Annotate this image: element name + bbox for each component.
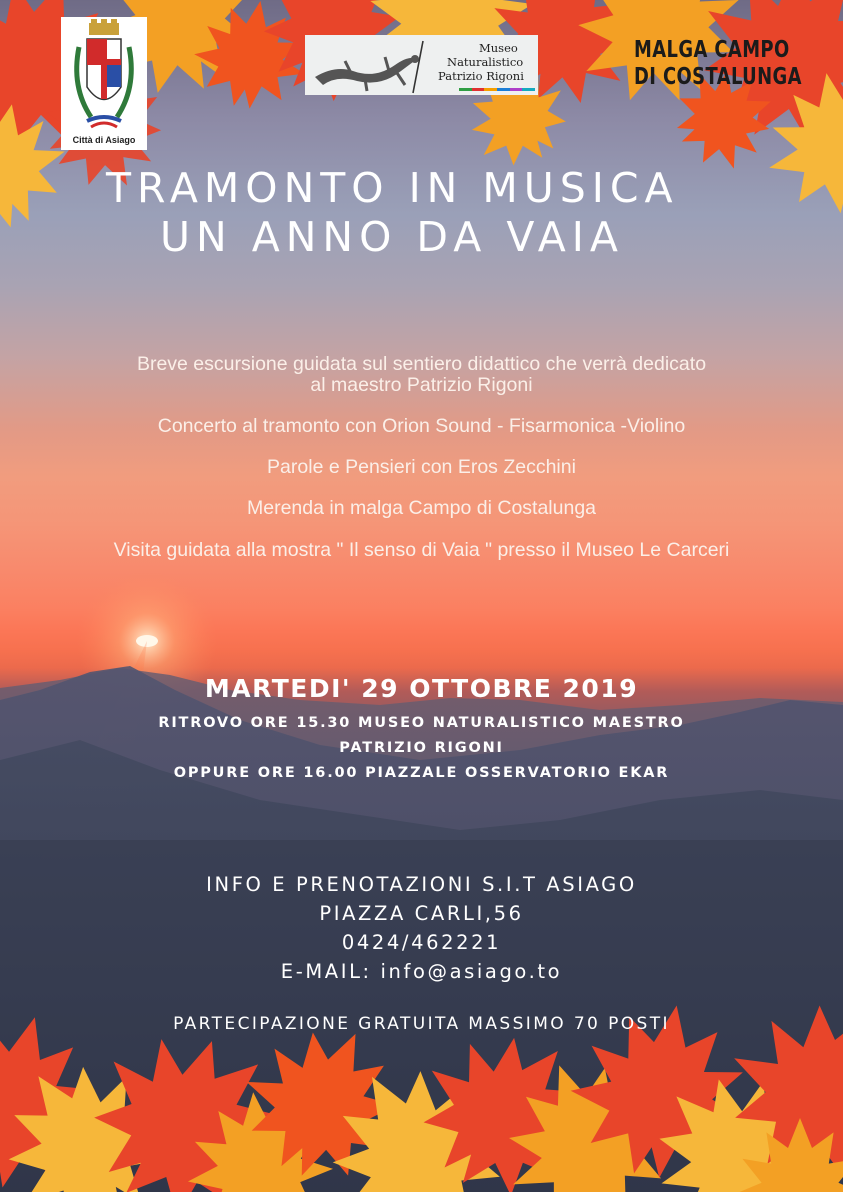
title-line-2: UN ANNO DA VAIA [160,213,624,261]
museum-name-line-1: Museo [479,41,518,55]
coat-of-arms-icon [61,17,147,135]
bottom-leaves [0,964,843,1192]
event-date: MARTEDI' 29 OTTOBRE 2019 [204,674,639,703]
malga-logo-line-1: MALGA CAMPO [634,37,790,63]
meeting-line-1: RITROVO ORE 15.30 MUSEO NATURALISTICO MAESTRO [158,715,685,731]
salamander-icon [305,35,435,95]
program-item-1-line-1: Breve escursione guidata sul sentiero didattico che verrà dedicato [136,353,707,375]
info-address: PIAZZA CARLI,56 [319,902,524,925]
program-item-1 [0,354,843,396]
museum-name-line-3: Patrizio Rigoni [438,69,524,83]
city-of-asiago-logo [61,17,147,150]
info-line-1: INFO E PRENOTAZIONI S.I.T ASIAGO [206,873,637,896]
museo-naturalistico-logo [305,35,538,95]
info-phone: 0424/462221 [341,931,502,954]
program-item-4: Merenda in malga Campo di Costalunga [246,497,597,519]
program-item-5: Visita guidata alla mostra " Il senso di Vaia " presso il Museo Le Carceri [113,539,730,561]
meeting-line-2: PATRIZIO RIGONI [339,740,504,756]
title-line-1: TRAMONTO IN MUSICA [106,164,679,212]
meeting-line-3: OPPURE ORE 16.00 PIAZZALE OSSERVATORIO EKAR [173,765,670,781]
participation-note: PARTECIPAZIONE GRATUITA MASSIMO 70 POSTI [173,1014,670,1034]
program-item-2: Concerto al tramonto con Orion Sound - Fisarmonica -Violino [157,415,686,437]
program-item-3: Parole e Pensieri con Eros Zecchini [267,456,576,478]
city-caption: Città di Asiago [72,135,136,145]
program-item-1-line-2: al maestro Patrizio Rigoni [310,374,533,396]
museum-color-bar [459,88,535,91]
museum-name-line-2: Naturalistico [447,55,524,69]
info-email: E-MAIL: info@asiago.to [280,960,563,983]
malga-logo-line-2: DI COSTALUNGA [634,64,802,90]
